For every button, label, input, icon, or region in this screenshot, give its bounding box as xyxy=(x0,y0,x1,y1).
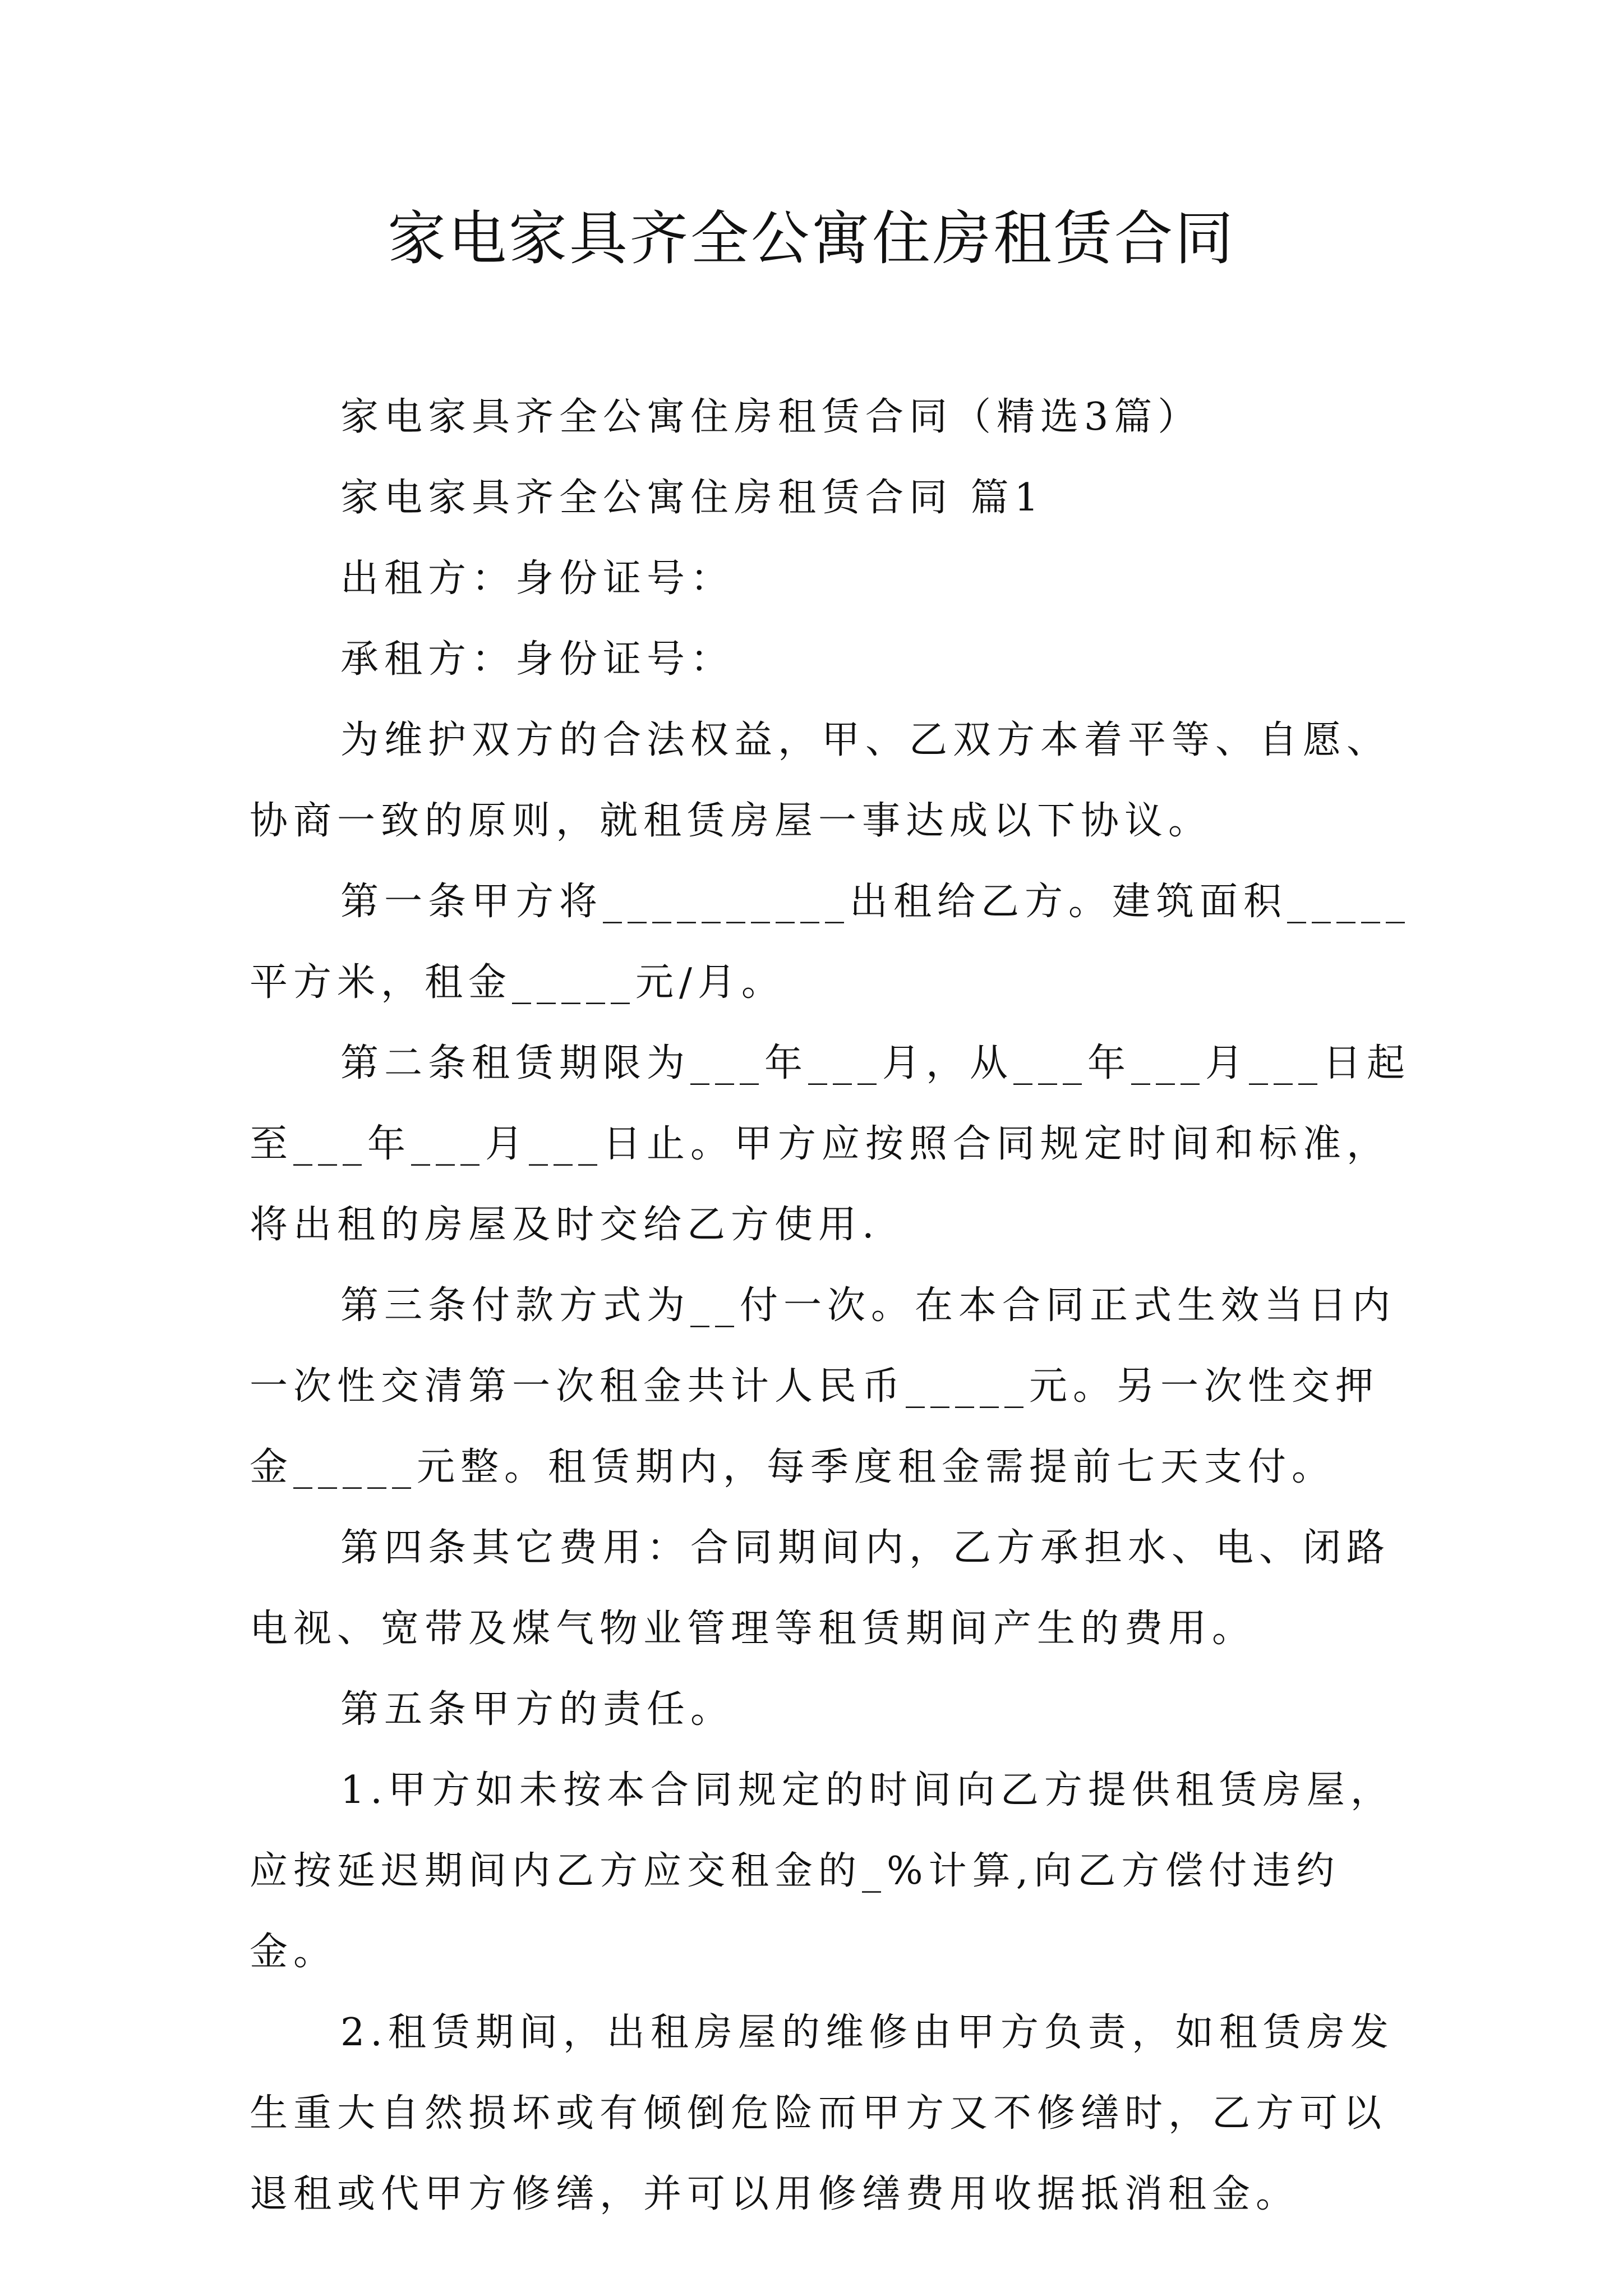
lessee-line: 承租方：身份证号： xyxy=(340,637,735,682)
article-4-paragraph: 第四条其它费用：合同期间内，乙方承担水、电、闭路电视、宽带及煤气物业管理等租赁期间产生的费用。 xyxy=(250,1526,1391,1651)
preamble-paragraph: 为维护双方的合法权益，甲、乙双方本着平等、自愿、协商一致的原则，就租赁房屋一事达成以下协议。 xyxy=(250,718,1391,843)
article-3-paragraph: 第三条付款方式为__付一次。在本合同正式生效当日内一次性交清第一次租金共计人民币_____元。另一次性交押金_____元整。租赁期内，每季度租金需提前七天支付。 xyxy=(250,1283,1396,1489)
subtitle-paragraph: 家电家具齐全公寓住房租赁合同（精选3篇） xyxy=(340,395,1202,439)
section-heading: 家电家具齐全公寓住房租赁合同 篇1 xyxy=(340,476,1044,520)
article-5-clause-1: 1.甲方如未按本合同规定的时间向乙方提供租赁房屋，应按延迟期间内乙方应交租金的_%计算,向乙方偿付违约金。 xyxy=(250,1768,1394,1974)
article-5-clause-2: 2.租赁期间，出租房屋的维修由甲方负责，如租赁房发生重大自然损坏或有倾倒危险而甲方又不修缮时，乙方可以退租或代甲方修缮，并可以用修缮费用收据抵消租金。 xyxy=(250,2010,1394,2216)
lessor-line: 出租方：身份证号： xyxy=(340,556,735,601)
article-5-heading: 第五条甲方的责任。 xyxy=(340,1687,735,1732)
article-1-paragraph: 第一条甲方将__________出租给乙方。建筑面积_____平方米，租金_____元/月。 xyxy=(250,880,1411,1005)
document-title: 家电家具齐全公寓住房租赁合同 xyxy=(387,204,1235,273)
article-2-paragraph: 第二条租赁期限为___年___月，从___年___月___日起至___年___月___日止。甲方应按照合同规定时间和标准，将出租的房屋及时交给乙方使用. xyxy=(250,1041,1411,1247)
document-body xyxy=(250,377,1416,2235)
